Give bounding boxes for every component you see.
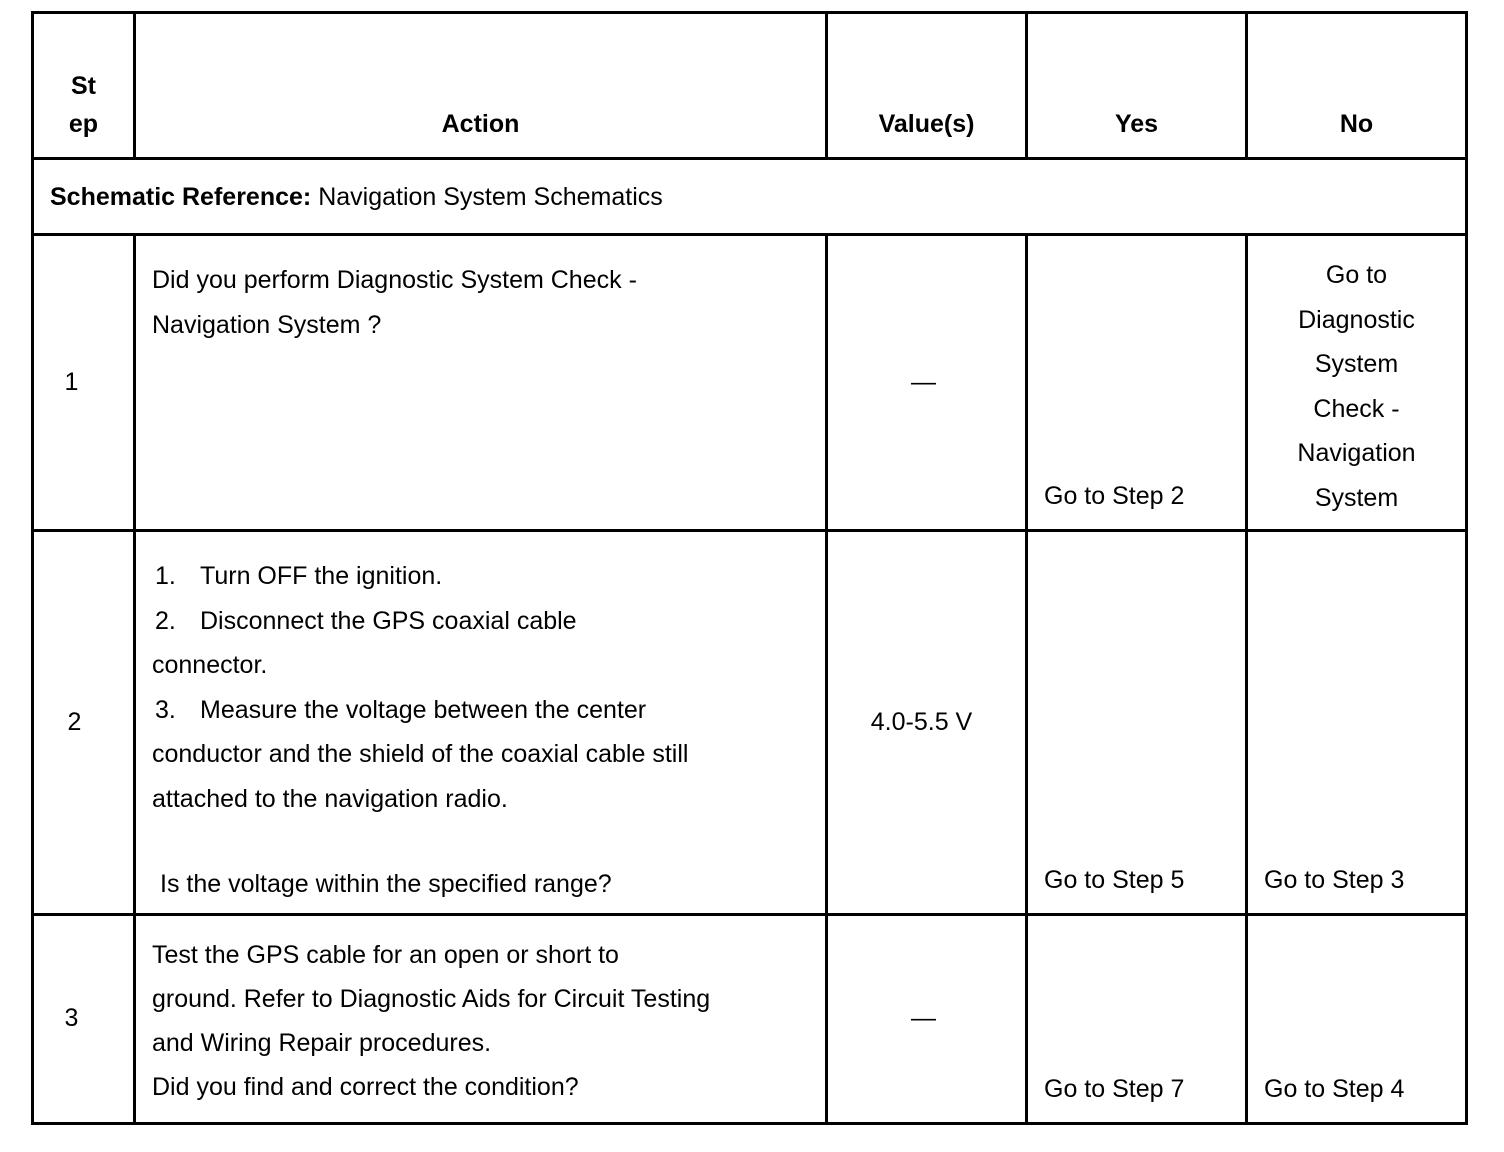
no-link-line: System bbox=[1314, 483, 1399, 512]
header-step bbox=[33, 13, 135, 159]
list-number: 2. bbox=[155, 606, 176, 635]
value-cell bbox=[827, 235, 1027, 531]
diagnostic-table bbox=[31, 11, 1468, 1125]
header-yes: Yes bbox=[1027, 13, 1247, 159]
schematic-reference-cell bbox=[33, 159, 1467, 235]
yes-cell bbox=[1027, 915, 1247, 1124]
value-text: — bbox=[911, 1004, 936, 1032]
no-link[interactable] bbox=[1248, 236, 1465, 520]
list-text: Disconnect the GPS coaxial cable bbox=[200, 606, 577, 635]
list-item bbox=[152, 688, 809, 733]
no-cell bbox=[1247, 531, 1467, 915]
value-cell bbox=[827, 915, 1027, 1124]
value-text: — bbox=[911, 368, 936, 396]
action-line: and Wiring Repair procedures. bbox=[152, 1029, 492, 1057]
action-question: Did you find and correct the condition? bbox=[152, 1073, 579, 1101]
schematic-reference-row bbox=[33, 159, 1467, 235]
header-action: Action bbox=[135, 13, 827, 159]
action-cell bbox=[135, 915, 827, 1124]
no-link-line: System bbox=[1314, 350, 1399, 378]
action-line: Test the GPS cable for an open or short to bbox=[152, 941, 619, 969]
schematic-reference-link[interactable]: Navigation System Schematics bbox=[318, 182, 663, 211]
step-cell bbox=[33, 915, 135, 1124]
no-link-line: Navigation bbox=[1297, 439, 1416, 467]
list-item bbox=[152, 554, 809, 599]
step-number: 3 bbox=[64, 1004, 79, 1032]
no-cell bbox=[1247, 235, 1467, 531]
yes-cell bbox=[1027, 531, 1247, 915]
no-link-line: Check - bbox=[1313, 394, 1400, 423]
step-cell bbox=[33, 235, 135, 531]
list-text: Measure the voltage between the center bbox=[200, 695, 647, 724]
yes-link[interactable]: Go to Step 7 bbox=[1044, 1075, 1185, 1103]
value-cell bbox=[827, 531, 1027, 915]
header-row bbox=[33, 13, 1467, 159]
step-cell bbox=[33, 531, 135, 915]
list-text-cont: attached to the navigation radio. bbox=[152, 784, 508, 813]
action-question: Is the voltage within the specified range? bbox=[160, 870, 612, 898]
header-step-line1: St bbox=[71, 72, 96, 100]
list-number: 1. bbox=[155, 562, 176, 590]
action-cell bbox=[135, 235, 827, 531]
list-text-cont: connector. bbox=[152, 651, 268, 679]
step-number: 1 bbox=[64, 368, 79, 396]
no-link[interactable]: Go to Step 4 bbox=[1264, 1075, 1405, 1103]
table-row bbox=[33, 235, 1467, 531]
yes-cell bbox=[1027, 235, 1247, 531]
action-line: Did you perform Diagnostic System Check - bbox=[152, 266, 637, 294]
header-values: Value(s) bbox=[827, 13, 1027, 159]
header-step-line2: ep bbox=[68, 110, 99, 138]
value-text: 4.0-5.5 V bbox=[870, 708, 973, 736]
action-cell bbox=[135, 531, 827, 915]
yes-link[interactable]: Go to Step 2 bbox=[1044, 482, 1185, 510]
action-line: Navigation System ? bbox=[152, 310, 382, 339]
table-row bbox=[33, 915, 1467, 1124]
step-number: 2 bbox=[67, 708, 82, 736]
no-link-line: Go to bbox=[1325, 261, 1388, 289]
no-link[interactable]: Go to Step 3 bbox=[1264, 866, 1405, 894]
yes-link[interactable]: Go to Step 5 bbox=[1044, 866, 1185, 894]
list-number: 3. bbox=[155, 695, 176, 724]
no-cell bbox=[1247, 915, 1467, 1124]
header-no: No bbox=[1247, 13, 1467, 159]
schematic-reference-label: Schematic Reference: bbox=[50, 182, 312, 211]
list-text-cont: conductor and the shield of the coaxial cable still bbox=[152, 740, 689, 768]
table-row bbox=[33, 531, 1467, 915]
list-text: Turn OFF the ignition. bbox=[200, 562, 443, 590]
action-line: ground. Refer to Diagnostic Aids for Circuit Testing bbox=[152, 985, 711, 1013]
list-item bbox=[152, 599, 809, 644]
no-link-line: Diagnostic bbox=[1298, 305, 1415, 334]
